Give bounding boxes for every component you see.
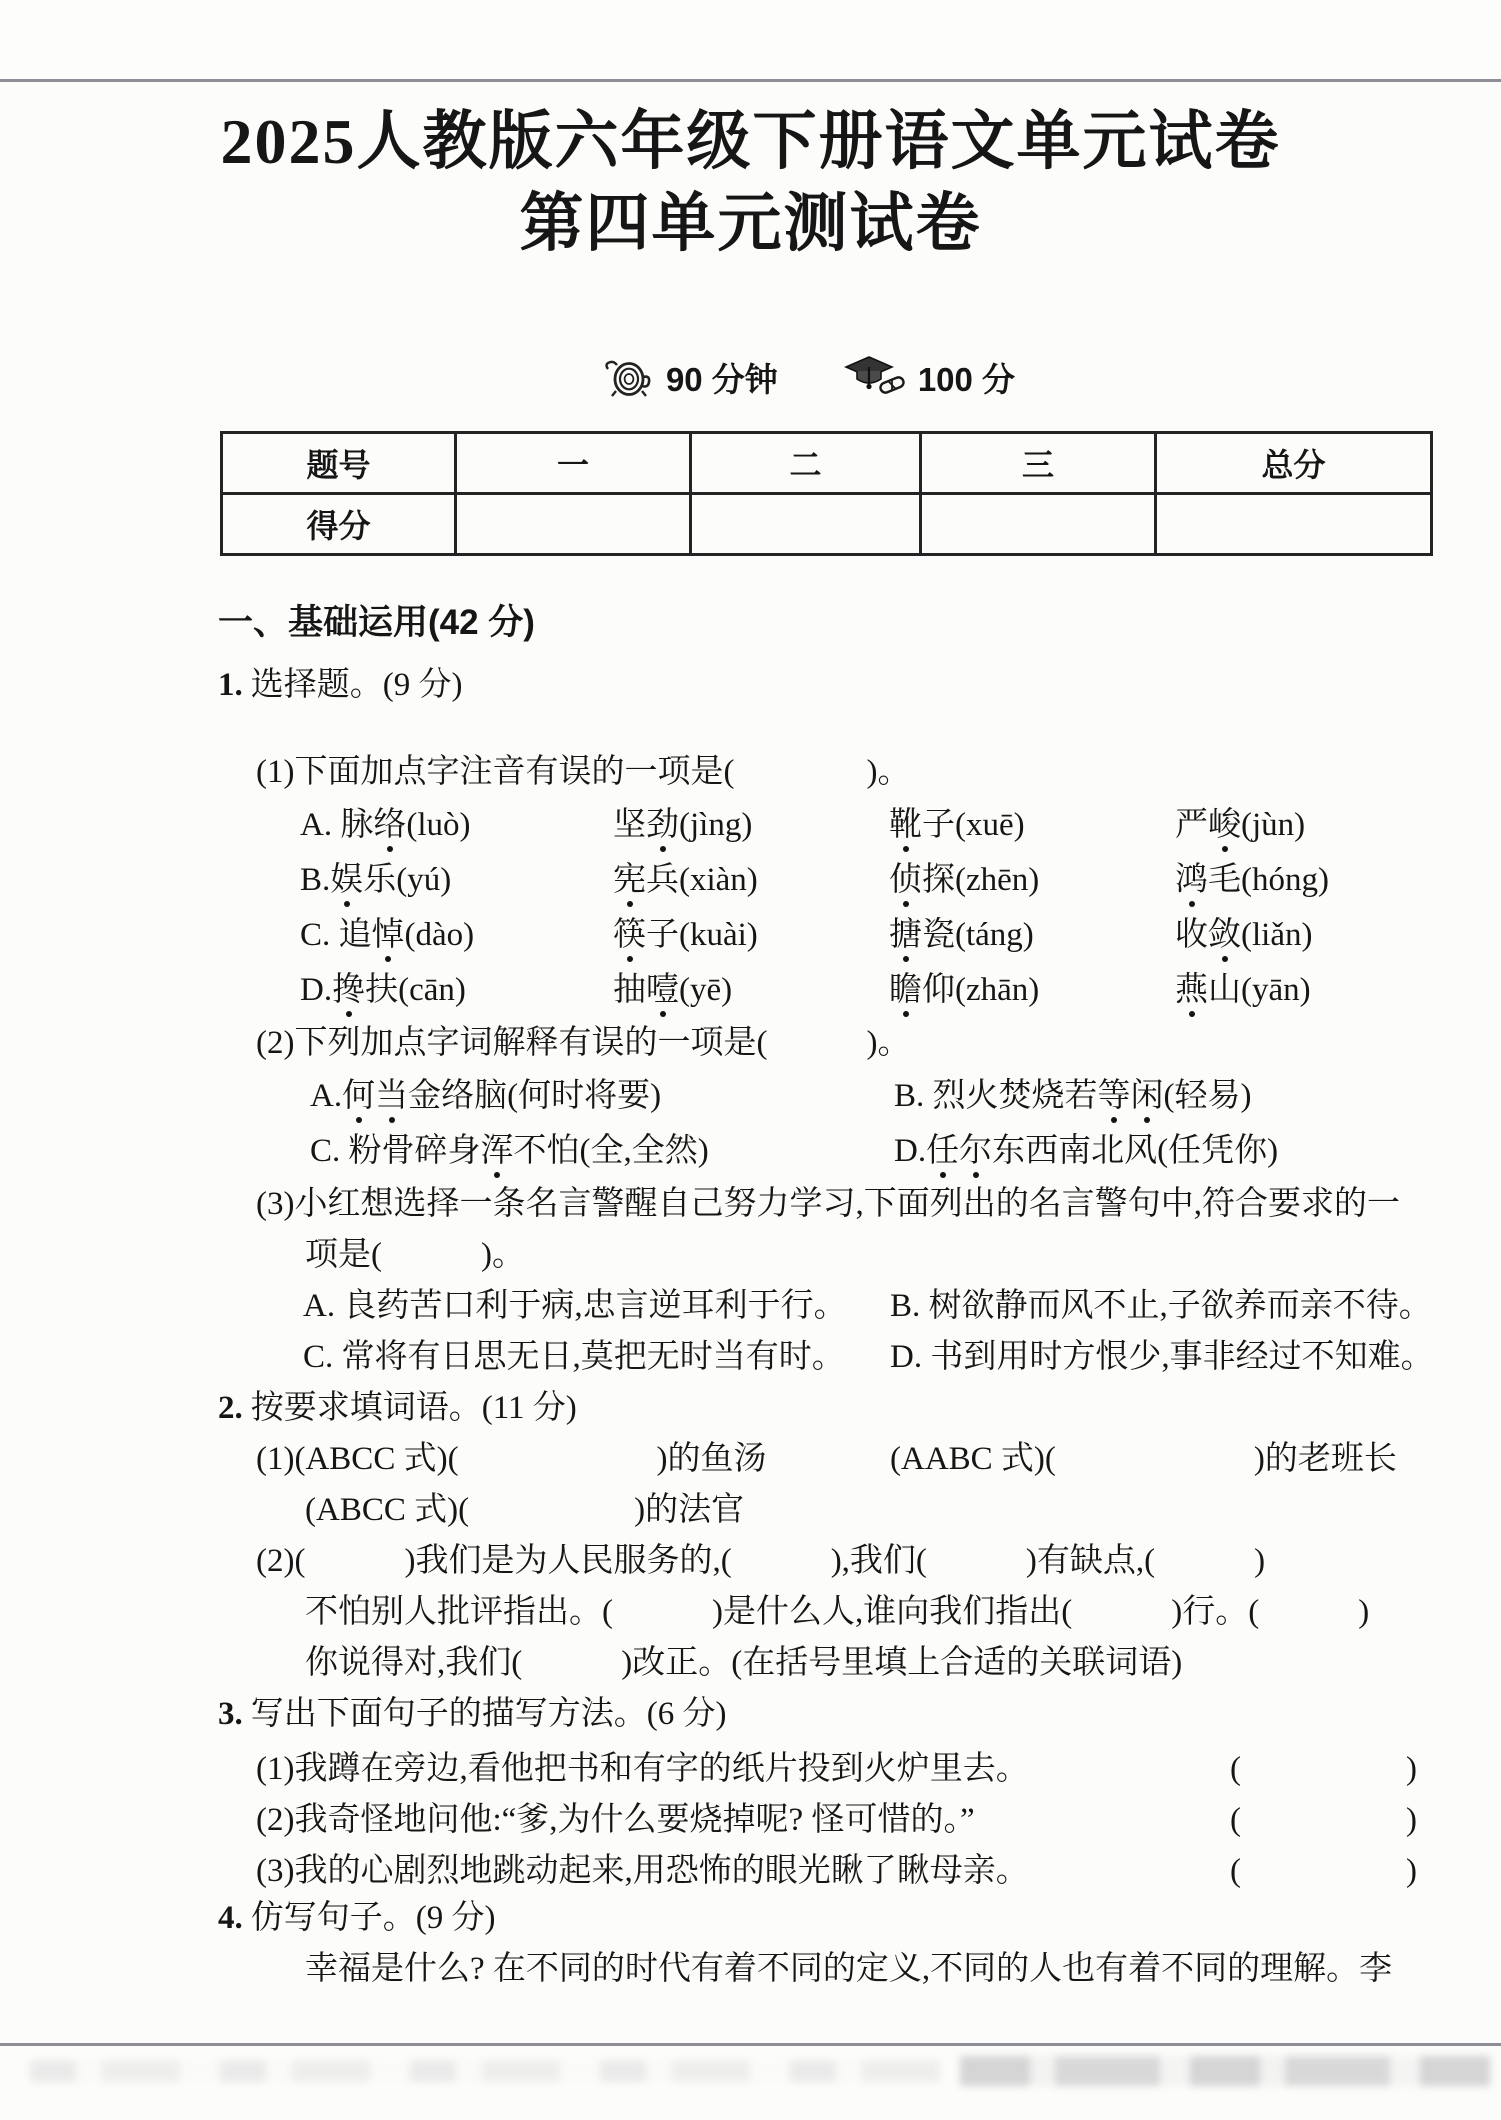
- option-cell: 收 敛 (liǎn): [1175, 917, 1313, 954]
- score-table: [220, 431, 1433, 556]
- question-2-number: 2.: [218, 1390, 243, 1427]
- option-cell: C. 追 悼 (dào): [300, 917, 475, 954]
- exam-duration: 90 分钟: [665, 360, 778, 398]
- question-3-number: 3.: [218, 1696, 243, 1733]
- q2-blank-aabc-monitor: (AABC 式)( )的老班长: [890, 1441, 1397, 1478]
- option-c: C. 粉骨碎身 浑 不怕(全,全然): [310, 1133, 709, 1170]
- question-3-text: 写出下面句子的描写方法。(6 分): [250, 1696, 727, 1733]
- q1-sub1-options: [300, 798, 1501, 1018]
- clock-icon: [602, 353, 654, 401]
- score-table-col-total: 总分: [1156, 433, 1432, 494]
- scan-top-edge: [0, 0, 1501, 82]
- score-row-header: 得分: [222, 494, 456, 555]
- question-2-text: 按要求填词语。(11 分): [250, 1390, 577, 1427]
- score-cell-1: [456, 494, 691, 555]
- question-1-number: 1.: [218, 667, 243, 704]
- bleed-through-text: [960, 2056, 1491, 2086]
- score-cell-total: [1156, 494, 1432, 555]
- option-cell: 瞻 仰(zhān): [889, 972, 1040, 1009]
- option-d: D. 书到用时方恨少,事非经过不知难。: [890, 1339, 1434, 1376]
- q1-sub2-prompt: (2)下列加点字词解释有误的一项是( )。: [256, 1025, 911, 1062]
- option-cell: 搪 瓷(táng): [889, 917, 1034, 954]
- score-cell-3: [921, 494, 1156, 555]
- score-table-col-1: 一: [456, 433, 691, 494]
- graduation-cap-icon: [844, 353, 906, 401]
- q4-body: 幸福是什么? 在不同的时代有着不同的定义,不同的人也有着不同的理解。李: [305, 1951, 1393, 1988]
- q3-item-1-answer-blank: ( ): [1230, 1751, 1417, 1788]
- question-4-text: 仿写句子。(9 分): [250, 1900, 496, 1937]
- score-table-corner: 题号: [222, 433, 456, 494]
- option-a: A. 何 当 金络脑(何时将要): [310, 1078, 662, 1115]
- q2-blank-abcc-fish-soup: (1)(ABCC 式)( )的鱼汤: [256, 1441, 767, 1478]
- section-heading: 一、基础运用(42 分): [218, 603, 535, 643]
- option-cell: 筷 子(kuài): [613, 917, 758, 954]
- q3-item-1-text: (1)我蹲在旁边,看他把书和有字的纸片投到火炉里去。: [256, 1751, 1029, 1788]
- option-b: B. 烈火焚烧若 等 闲 (轻易): [894, 1078, 1252, 1115]
- question-2-title: [218, 1383, 1501, 1434]
- q2-line4: 不怕别人批评指出。( )是什么人,谁向我们指出( )行。( ): [305, 1594, 1370, 1631]
- score-table-score-row: [222, 494, 1432, 555]
- q2-line3: (2)( )我们是为人民服务的,( ),我们( )有缺点,( ): [256, 1543, 1266, 1580]
- q3-item-3: [256, 1842, 1417, 1893]
- option-c: C. 常将有日思无日,莫把无时当有时。: [303, 1339, 845, 1376]
- scan-bottom-edge: [0, 2043, 1501, 2046]
- option-cell: A. 脉 络 (luò): [300, 807, 471, 844]
- option-cell: 侦 探(zhēn): [889, 862, 1040, 899]
- q1-sub3-prompt-line1: (3)小红想选择一条名言警醒自己努力学习,下面列出的名言警句中,符合要求的一: [256, 1186, 1400, 1223]
- q3-item-2: [256, 1791, 1417, 1842]
- bleed-through-text: [30, 2060, 941, 2082]
- q1-sub2-options: [310, 1069, 1501, 1179]
- question-3-title: [218, 1689, 1501, 1740]
- option-a: A. 良药苦口利于病,忠言逆耳利于行。: [303, 1288, 847, 1325]
- q3-item-1: [256, 1740, 1417, 1791]
- q2-blank-abcc-judge: (ABCC 式)( )的法官: [305, 1492, 745, 1529]
- option-cell: 燕 山(yān): [1175, 972, 1311, 1009]
- option-cell: 抽 噎 (yē): [613, 972, 733, 1009]
- q2-line1: [256, 1434, 1501, 1485]
- q3-item-3-answer-blank: ( ): [1230, 1853, 1417, 1890]
- option-cell: 坚 劲 (jìng): [613, 807, 753, 844]
- option-cell: 鸿 毛(hóng): [1175, 862, 1329, 899]
- q3-item-3-text: (3)我的心剧烈地跳动起来,用恐怖的眼光瞅了瞅母亲。: [256, 1853, 1029, 1890]
- question-4-number: 4.: [218, 1900, 243, 1937]
- score-table-col-2: 二: [691, 433, 921, 494]
- exam-meta: [58, 353, 1501, 401]
- q1-sub1-prompt: (1)下面加点字注音有误的一项是( )。: [256, 754, 911, 791]
- q3-item-2-text: (2)我奇怪地问他:“爹,为什么要烧掉呢? 怪可惜的。”: [256, 1802, 975, 1839]
- q3-item-2-answer-blank: ( ): [1230, 1802, 1417, 1839]
- option-b: B. 树欲静而风不止,子欲养而亲不待。: [890, 1288, 1432, 1325]
- score-table-col-3: 三: [921, 433, 1156, 494]
- page-title-line1: 2025人教版六年级下册语文单元试卷: [220, 106, 1281, 177]
- option-cell: D. 搀 扶(cān): [300, 972, 466, 1009]
- exam-total-score: 100 分: [917, 360, 1016, 398]
- option-cell: 靴 子(xuē): [889, 807, 1025, 844]
- option-d: D. 任 尔 东西南北风(任凭你): [894, 1133, 1279, 1170]
- question-4-title: [218, 1893, 1501, 1944]
- option-cell: B. 娱 乐(yú): [300, 862, 452, 899]
- question-1-title: [218, 660, 1501, 711]
- q1-sub3-prompt-line2: 项是( )。: [305, 1237, 525, 1274]
- score-table-header-row: [222, 433, 1432, 494]
- q1-sub3-options: [303, 1281, 1501, 1383]
- option-cell: 宪 兵(xiàn): [613, 862, 758, 899]
- page-title-line2: 第四单元测试卷: [519, 187, 982, 259]
- option-cell: 严 峻 (jùn): [1175, 807, 1306, 844]
- question-1-text: 选择题。(9 分): [250, 667, 463, 704]
- q2-line5: 你说得对,我们( )改正。(在括号里填上合适的关联词语): [305, 1645, 1183, 1682]
- score-cell-2: [691, 494, 921, 555]
